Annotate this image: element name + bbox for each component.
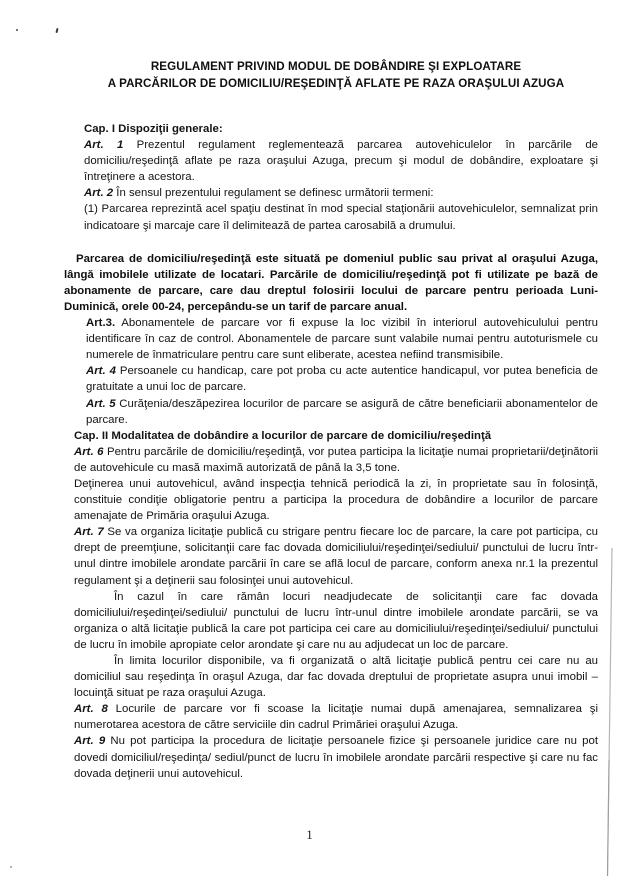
scan-speck bbox=[55, 28, 58, 33]
text-run: Art. 2 bbox=[84, 187, 114, 200]
paragraph bbox=[84, 185, 598, 201]
document-title bbox=[74, 58, 598, 92]
title-line-1: REGULAMENT PRIVIND MODUL DE DOBÂNDIRE ŞI EXPLOATARE bbox=[150, 60, 522, 73]
paragraph bbox=[74, 733, 598, 781]
title-line-2: A PARCĂRILOR DE DOMICILIU/REŞEDINŢĂ AFLATE PE RAZA ORAŞULUI AZUGA bbox=[107, 77, 565, 90]
text-run: Art. 1 bbox=[84, 139, 124, 152]
text-run: Prezentul regulament reglementează parcarea autovehiculelor în parcările de domiciliu/reşedinţă aflate pe raza oraşului Azuga, precum şi modul de dobândire, exploatare şi întreţinere a acestora. bbox=[84, 139, 598, 184]
text-run: Pentru parcările de domiciliu/reşedinţă, vor putea participa la licitaţie numai proprietarii/deţinătorii de autovehicule cu masă maximă autorizată de până la 3,5 tone. bbox=[74, 445, 598, 474]
text-run: Art. 4 bbox=[86, 365, 116, 378]
text-run: Curăţenia/deszăpezirea locurilor de parcare se asigură de către beneficiarii abonamentelor de parcare. bbox=[86, 397, 598, 426]
text-run: Se va organiza licitaţie publică cu strigare pentru fiecare loc de parcare, la care pot participa, cu drept de preemţiune, solicitanţii care fac dovada domiciliului/reşedinţei/sediului/ punctului de lucru într-unul dintre imobilele arondate parcării în care se află locul de parcare, conform anexa nr.1 la prezentul regulament şi a deţinerii sau folosinţei unui autovehicul. bbox=[74, 526, 598, 587]
text-run: Locurile de parcare vor fi scoase la licitaţie numai după amenajarea, semnalizarea şi numerotarea acestora de către serviciile din cadrul Primăriei oraşului Azuga. bbox=[74, 703, 598, 732]
text-run: Cap. II Modalitatea de dobândire a locurilor de parcare de domiciliu/reşedinţă bbox=[74, 429, 492, 442]
paragraph bbox=[74, 589, 598, 653]
paragraph bbox=[86, 363, 598, 395]
text-run: Nu pot participa la procedura de licitaţie persoanele fizice şi persoanele juridice care nu pot dovedi domiciliul/reşedinţa/ sediul/punct de lucru în imobilele arondate parcării respective şi care nu fac dovada deţinerii unui autovehicul. bbox=[74, 735, 599, 780]
text-run: Art. 9 bbox=[74, 735, 106, 748]
page-number: 1 bbox=[306, 827, 313, 842]
text-run: Parcarea de domiciliu/reşedinţă este situată pe domeniul public sau privat al oraşului Azuga, lângă imobilele utilizate de locatari. Parcările de domiciliu/reşedinţă pot fi utilizate pe bază de abonamente de parcare, care dau dreptul folosirii locului de parcare pentru perioada Luni-Duminică, orele 00-24, percepându-se un tarif de parcare anual. bbox=[64, 252, 598, 313]
text-run: Cap. I Dispoziţii generale: bbox=[84, 123, 223, 135]
text-run: Persoanele cu handicap, care pot proba cu acte autentice handicapul, vor putea beneficia de gratuitate a unui loc de parcare. bbox=[86, 365, 598, 394]
text-run: Art. 5 bbox=[86, 397, 116, 410]
text-run: În limita locurilor disponibile, va fi organizată o altă licitaţie publică pentru cei care nu au domiciliul sau reşedinţa în oraşul Azuga, dar fac dovada dreptului de proprietate asupra unui imobil – locuinţă situat pe raza oraşului Azuga. bbox=[74, 655, 598, 700]
paragraph bbox=[86, 315, 598, 363]
text-run: Art. 8 bbox=[74, 703, 108, 716]
paragraph bbox=[74, 444, 598, 476]
scan-speck bbox=[16, 29, 18, 31]
text-run: În cazul în care rămân locuri neadjudecate de solicitanţii care fac dovada domiciliului/reşedinţei/sediului/ punctului de lucru într-unul dintre imobilele arondate parcării, se va organiza o altă licitaţie publică la care pot participa cei care au domiciliului/reşedinţei/sediului/ punctului de lucru în imobile apropiate celor arondate şi care nu au adjudecat un loc de parcare. bbox=[74, 590, 598, 651]
scan-speck bbox=[10, 866, 12, 868]
paragraph bbox=[74, 428, 598, 444]
document-content bbox=[64, 0, 599, 782]
paragraph bbox=[74, 476, 598, 524]
paragraph bbox=[84, 201, 598, 233]
text-run: Art. 6 bbox=[74, 445, 104, 458]
paragraph bbox=[74, 701, 598, 733]
paragraph bbox=[84, 121, 598, 137]
paragraph bbox=[86, 396, 598, 428]
text-run: (1) Parcarea reprezintă acel spaţiu destinat în mod special staţionării autovehiculelor, semnalizat prin indicatoare şi marcaje care îl delimitează de partea carosabilă a drumului. bbox=[84, 203, 598, 232]
text-run: Deţinerea unui autovehicul, având inspecţia tehnică periodică la zi, în proprietate sau în folosinţă, constituie condiţie obligatorie pentru a participa la procedura de dobândire a locurilor de parcare amenajate de Primăria oraşului Azuga. bbox=[74, 477, 598, 523]
document-body bbox=[64, 121, 599, 782]
paragraph bbox=[74, 524, 598, 588]
paragraph bbox=[74, 653, 598, 701]
paragraph bbox=[64, 251, 598, 315]
text-run: Art. 7 bbox=[74, 526, 104, 539]
text-run: Abonamentele de parcare vor fi expuse la loc vizibil în interiorul autovehiculului pentru identificare în caz de control. Abonamentele de parcare sunt valabile numai pentru autoturismele cu numerele de înmatriculare pentru care sunt eliberate, acestea nefiind transmisibile. bbox=[86, 317, 598, 362]
paragraph bbox=[84, 137, 598, 185]
text-run: Art.3. bbox=[86, 317, 116, 330]
text-run: În sensul prezentului regulament se definesc următorii termeni: bbox=[113, 187, 434, 200]
